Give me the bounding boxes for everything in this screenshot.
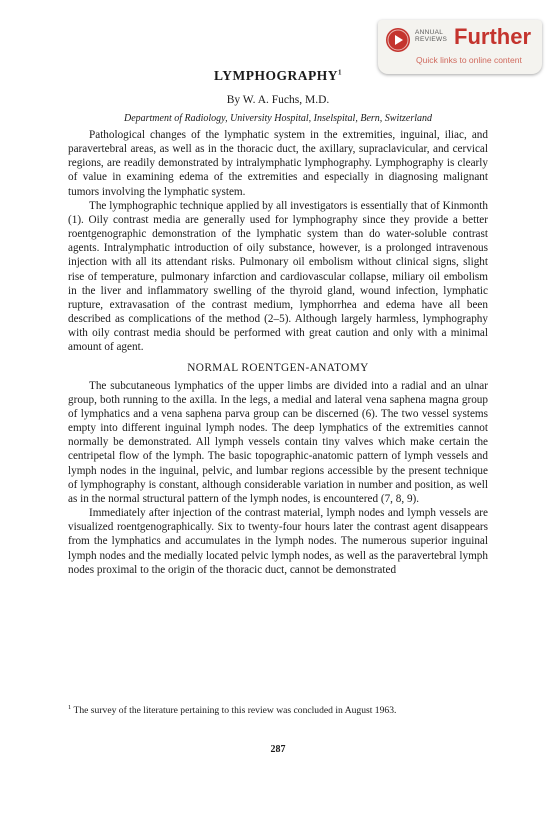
play-arrow-icon: [386, 28, 410, 52]
title-footnote-mark: 1: [338, 68, 342, 77]
badge-annual-line2: REVIEWS: [415, 36, 448, 43]
section-heading: NORMAL ROENTGEN-ANATOMY: [187, 361, 369, 374]
footnote-text: The survey of the literature pertaining to this review was concluded in August 1963.: [73, 705, 397, 717]
article-title-text: LYMPHOGRAPHY: [214, 68, 338, 83]
body-paragraph: Immediately after injection of the contrast material, lymph nodes and lymph vessels are visualized roentgenographically. Six to twenty-four hours later the contrast agent disappears from the lymphatics and accumulates in the lymph nodes. The numerous superior inguinal lymph nodes and the medially located pelvic lymph nodes, as well as the paravertebral lymph nodes proximal to the origin of the thoracic duct, cannot be demonstrated: [68, 507, 488, 576]
footnote: [68, 702, 488, 718]
article-affiliation: Department of Radiology, University Hospital, Inselspital, Bern, Switzerland: [123, 113, 433, 124]
footnote-mark: 1: [68, 704, 72, 711]
badge-further-label: Further: [454, 24, 531, 49]
page-number: 287: [270, 744, 286, 755]
article-body: [68, 128, 488, 577]
body-paragraph: Pathological changes of the lymphatic system in the extremities, inguinal, iliac, and paravertebral areas, as well as in the thoracic duct, the axillary, supraclavicular, and cervical regions, are readily demonstrated by intralymphatic lymphography. Lymphography is clearly of value in examining edema of the extremities and especially in diagnosing malignant tumors involving the lymphatic system.: [68, 129, 488, 198]
badge-annual-line1: ANNUAL: [415, 29, 444, 36]
article-author: By W. A. Fuchs, M.D.: [226, 94, 330, 106]
body-paragraph: The lymphographic technique applied by all investigators is essentially that of Kinmonth (1). Oily contrast media are generally used for lymphography since they provide a better roentgenographic demonstration of the lymphatic system than do water-soluble contrast agents. Intralymphatic introduction of oily substance, however, is a prolonged intravenous injection with all its attendant risks. Pulmonary oil embolism without clinical signs, slight rise of temperature, pulmonary infarction and cardiovascular collapse, miliary oil embolism in the liver and inflammatory swelling of the thyroid gland, wound infection, lymphatic rupture, extravasation of the contrast medium, lymphorrhea and edema have all been described as complications of the method (2–5). Although largely harmless, lymphography with oily contrast media should be performed with great caution and only with a minimal amount of agent.: [68, 199, 488, 354]
body-paragraph: The subcutaneous lymphatics of the upper limbs are divided into a radial and an ulnar group, both running to the axilla. In the legs, a medial and lateral vena saphena magna group of lymphatics and a vena saphena parva group can be discerned (6). The two vessel systems empty into different inguinal lymph nodes. The deep lymphatics of the extremities cannot normally be demonstrated. All lymph vessels contain tiny valves which make certain the centripetal flow of the lymph. The basic topographic-anatomic pattern of lymph vessels and lymph nodes in the inguinal, pelvic, and lumbar regions accessible by the present technique of lymphography is constant, although considerable variation in number and position, as well as in the normal structural pattern of the lymph nodes, is encountered (7, 8, 9).: [68, 379, 488, 505]
article-title: [68, 68, 488, 84]
annual-reviews-further-badge[interactable]: [378, 20, 542, 74]
badge-subtitle: Quick links to online content: [416, 55, 522, 65]
annual-reviews-logo-text: [415, 29, 447, 43]
